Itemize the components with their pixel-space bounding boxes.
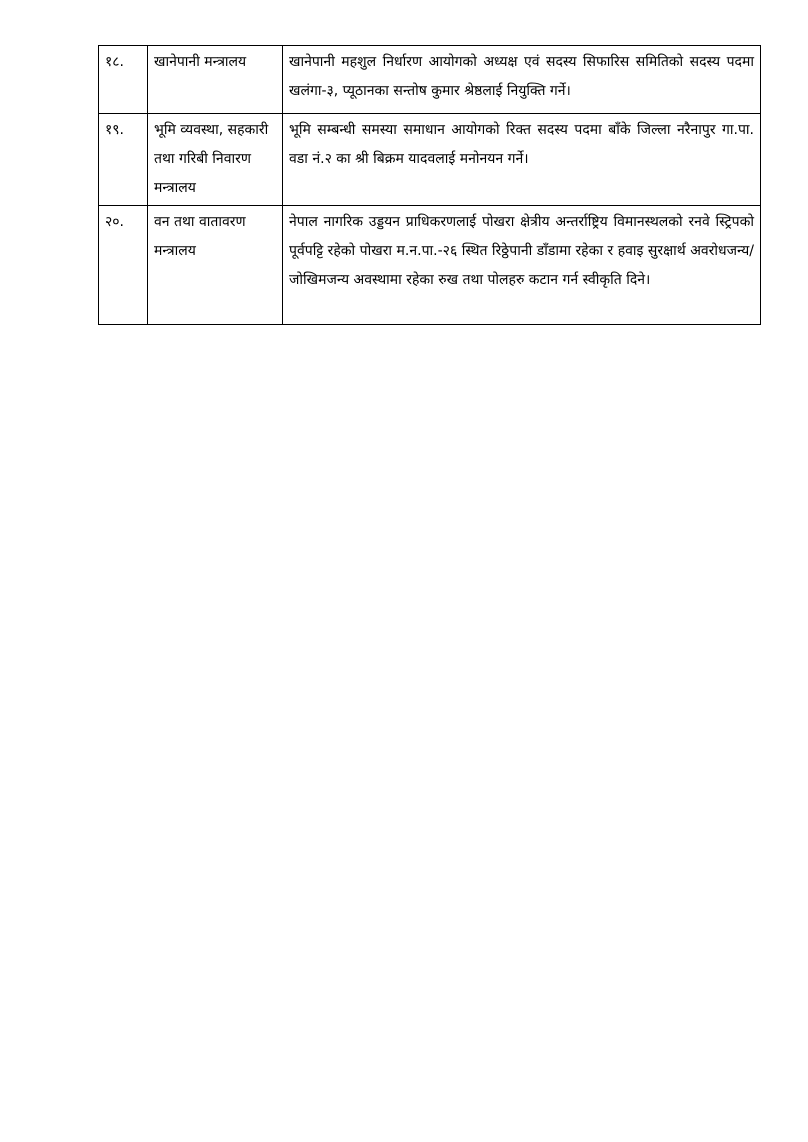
table-row <box>99 206 761 325</box>
row-number: १९. <box>99 114 148 206</box>
decisions-table <box>98 45 761 325</box>
table-row <box>99 46 761 114</box>
ministry-name: खानेपानी मन्त्रालय <box>148 46 283 114</box>
decision-text: नेपाल नागरिक उड्डयन प्राधिकरणलाई पोखरा क्षेत्रीय अन्तर्राष्ट्रिय विमानस्थलको रनवे स्ट्रिपको पूर्वपट्टि रहेको पोखरा म.न.पा.-२६ स्थित रिठ्ठेपानी डाँडामा रहेका र हवाइ सुरक्षार्थ अवरोधजन्य/जोखिमजन्य अवस्थामा रहेका रुख तथा पोलहरु कटान गर्न स्वीकृति दिने। <box>283 206 761 325</box>
decision-text: खानेपानी महशुल निर्धारण आयोगको अध्यक्ष एवं सदस्य सिफारिस समितिको सदस्य पदमा खलंगा-३, प्यूठानका सन्तोष कुमार श्रेष्ठलाई नियुक्ति गर्ने। <box>283 46 761 114</box>
table-row <box>99 114 761 206</box>
ministry-name: भूमि व्यवस्था, सहकारी तथा गरिबी निवारण मन्त्रालय <box>148 114 283 206</box>
decision-text: भूमि सम्बन्धी समस्या समाधान आयोगको रिक्त सदस्य पदमा बाँके जिल्ला नरैनापुर गा.पा. वडा नं.२ का श्री बिक्रम यादवलाई मनोनयन गर्ने। <box>283 114 761 206</box>
ministry-name: वन तथा वातावरण मन्त्रालय <box>148 206 283 325</box>
row-number: २०. <box>99 206 148 325</box>
row-number: १८. <box>99 46 148 114</box>
